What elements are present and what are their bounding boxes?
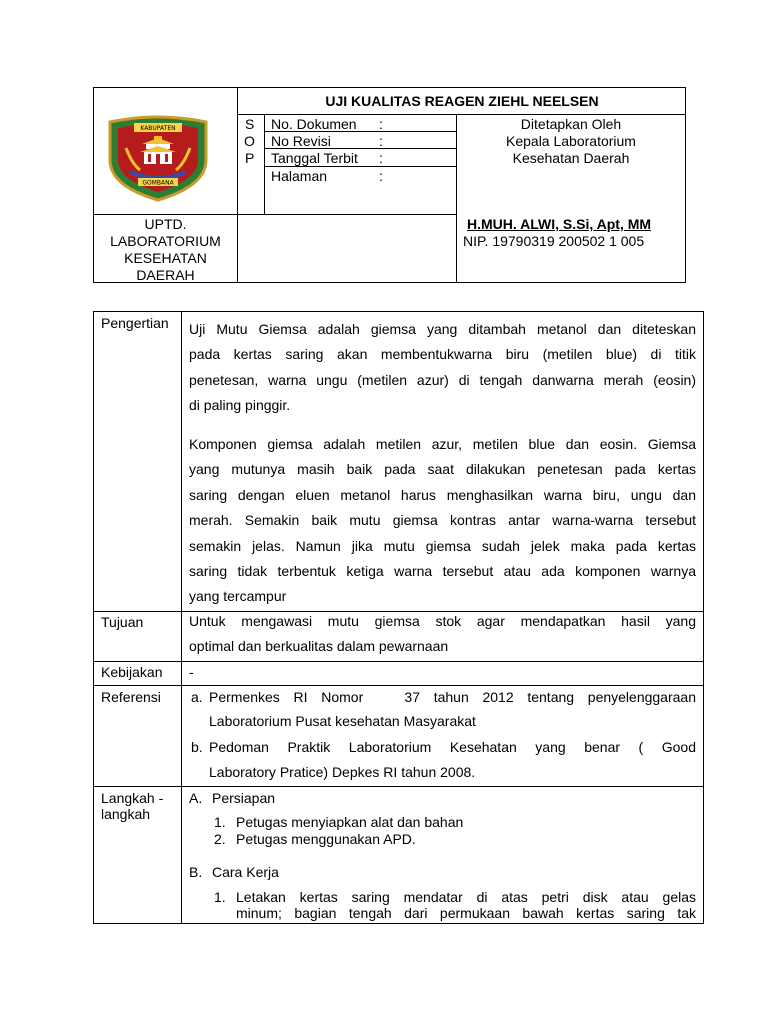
signer-name: H.MUH. ALWI, S.Si, Apt, MM bbox=[467, 216, 652, 232]
step-group-marker: A. bbox=[189, 790, 203, 806]
regency-logo bbox=[104, 114, 212, 202]
content-label-divider bbox=[181, 311, 182, 924]
row-divider bbox=[93, 685, 704, 686]
step-group-marker: B. bbox=[189, 864, 203, 880]
sop-letter: P bbox=[245, 150, 255, 166]
section-label-pengertian: Pengertian bbox=[101, 315, 169, 331]
section-label-kebijakan: Kebijakan bbox=[101, 664, 163, 680]
step-text: Letakan kertas saring mendatar di atas petri disk atau gelas bbox=[236, 889, 696, 905]
svg-text:GOMBANA: GOMBANA bbox=[142, 179, 174, 187]
paragraph-line: Untuk mengawasi mutu giemsa stok agar mendapatkan hasil yang bbox=[189, 613, 696, 629]
field-separator: : bbox=[379, 168, 383, 184]
paragraph-line: yang mutunya masih baik pada saat dilakukan penetesan pada kertas bbox=[189, 461, 696, 477]
sop-letter: S bbox=[245, 116, 255, 132]
field-separator: : bbox=[379, 116, 383, 132]
paragraph-line: optimal dan berkualitas dalam pewarnaan bbox=[189, 638, 449, 654]
paragraph-line: di paling pinggir. bbox=[189, 397, 291, 413]
step-text: minum; bagian tengah dari permukaan bawah kertas saring tak bbox=[236, 905, 696, 921]
paragraph-line: semakin jelas. Namun jika mutu giemsa sudah jelek maka pada kertas bbox=[189, 538, 696, 554]
org-name-line: KESEHATAN bbox=[124, 250, 207, 266]
document-title: UJI KUALITAS REAGEN ZIEHL NEELSEN bbox=[325, 93, 599, 109]
row-divider bbox=[93, 611, 704, 612]
approval-line: Kesehatan Daerah bbox=[512, 150, 630, 166]
sop-letter: O bbox=[244, 133, 255, 149]
step-group-title: Persiapan bbox=[212, 790, 276, 806]
org-name-line: DAERAH bbox=[136, 267, 195, 283]
section-label-referensi: Referensi bbox=[101, 689, 161, 705]
field-separator: : bbox=[379, 133, 383, 149]
step-text: Petugas menyiapkan alat dan bahan bbox=[236, 814, 464, 830]
reference-line: Laboratorium Pusat kesehatan Masyarakat bbox=[209, 713, 476, 729]
signer-nip: NIP. 19790319 200502 1 005 bbox=[463, 233, 645, 249]
svg-text:KABUPATEN: KABUPATEN bbox=[140, 125, 176, 132]
field-label-tanggal-terbit: Tanggal Terbit bbox=[271, 150, 358, 166]
list-marker: a. bbox=[191, 689, 203, 705]
field-label-no-dokumen: No. Dokumen bbox=[271, 116, 357, 132]
paragraph-line: saring dengan eluen metanol harus menghasilkan warna biru, ungu dan bbox=[189, 487, 696, 503]
header-divider-logo bbox=[237, 87, 238, 283]
header-divider-title bbox=[237, 114, 686, 115]
content-border-bottom bbox=[93, 923, 704, 924]
header-border-right bbox=[685, 87, 686, 283]
section-label-tujuan: Tujuan bbox=[101, 614, 144, 630]
org-name-line: UPTD. bbox=[144, 216, 187, 232]
org-name-line: LABORATORIUM bbox=[110, 233, 221, 249]
step-number: 1. bbox=[214, 814, 226, 830]
paragraph-line: Uji Mutu Giemsa adalah giemsa yang ditambah metanol dan diteteskan bbox=[189, 321, 696, 337]
step-group-title: Cara Kerja bbox=[212, 864, 279, 880]
section-label-langkah: Langkah - bbox=[101, 790, 164, 806]
section-label-langkah: langkah bbox=[101, 806, 151, 822]
paragraph-line: penetesan, warna ungu (metilen azur) di tengah danwarna merah (eosin) bbox=[189, 372, 696, 388]
paragraph-line: merah. Semakin baik mutu giemsa kontras antar warna-warna tersebut bbox=[189, 512, 696, 528]
paragraph-line: Komponen giemsa adalah metilen azur, metilen blue dan eosin. Giemsa bbox=[189, 436, 696, 452]
content-border-left bbox=[93, 311, 94, 924]
header-divider-sop bbox=[264, 114, 265, 214]
approval-line: Kepala Laboratorium bbox=[506, 133, 636, 149]
field-separator: : bbox=[379, 150, 383, 166]
field-label-no-revisi: No Revisi bbox=[271, 133, 331, 149]
list-marker: b. bbox=[191, 739, 203, 755]
approval-line: Ditetapkan Oleh bbox=[520, 116, 622, 132]
step-number: 1. bbox=[214, 889, 226, 905]
reference-line: Pedoman Praktik Laboratorium Kesehatan yang benar ( Good bbox=[209, 739, 696, 755]
paragraph-line: saring tidak terbentuk ketiga warna tersebut atau ada komponen warnya bbox=[189, 563, 696, 579]
paragraph-line: yang tercampur bbox=[189, 588, 287, 604]
reference-line: Laboratory Pratice) Depkes RI tahun 2008. bbox=[209, 764, 476, 780]
field-label-halaman: Halaman bbox=[271, 168, 328, 184]
content-border-top bbox=[93, 311, 704, 312]
content-border-right bbox=[703, 311, 704, 924]
header-divider-org bbox=[93, 214, 457, 215]
step-text: Petugas menggunakan APD. bbox=[236, 831, 416, 847]
header-border-top bbox=[93, 87, 686, 88]
kebijakan-value: - bbox=[189, 664, 194, 680]
row-divider bbox=[93, 786, 704, 787]
step-number: 2. bbox=[214, 831, 226, 847]
reference-line: Permenkes RI Nomor 37 tahun 2012 tentang penyelenggaraan bbox=[209, 689, 696, 705]
paragraph-line: pada kertas saring akan membentukwarna biru (metilen blue) di titik bbox=[189, 346, 696, 362]
row-divider bbox=[93, 661, 704, 662]
